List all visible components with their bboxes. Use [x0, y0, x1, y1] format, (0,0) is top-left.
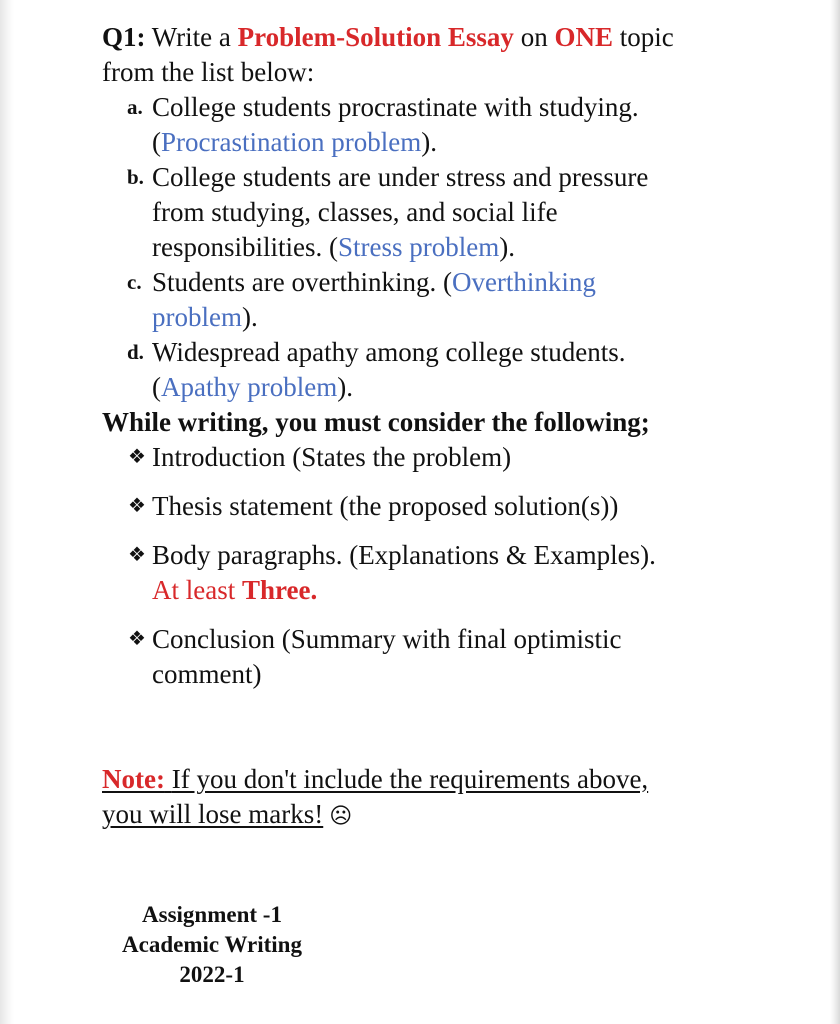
topic-letter: d.: [127, 340, 144, 364]
note-block: [102, 762, 792, 834]
question-label: Q1:: [102, 22, 146, 52]
question-intro-2: on: [520, 22, 548, 52]
paren-close: ).: [337, 372, 353, 402]
note-label: Note:: [102, 764, 165, 794]
paren-close: ).: [241, 302, 258, 332]
diamond-bullet-icon: ❖: [128, 446, 146, 468]
note-text: you will lose marks!: [102, 799, 324, 829]
note-text: If you don't include the requirements above,: [171, 764, 649, 794]
topic-text: responsibilities. (: [152, 232, 338, 262]
topic-list: [102, 90, 792, 405]
topic-tag: Stress problem: [337, 232, 500, 262]
requirement-thesis: [102, 489, 792, 524]
question-intro-1: Write a: [151, 22, 231, 52]
page-edge-right: [830, 0, 840, 1024]
sad-face-icon: ☹: [329, 804, 353, 829]
topic-text: College students are under stress and pressure: [152, 162, 649, 192]
requirement-text: comment): [152, 659, 262, 689]
consider-heading: While writing, you must consider the following;: [102, 407, 650, 437]
topic-letter: b.: [127, 165, 144, 189]
requirement-body: [102, 538, 792, 608]
essay-type: Problem-Solution Essay: [237, 22, 514, 52]
topic-item-b: [102, 160, 792, 265]
paren-close: ).: [421, 127, 437, 157]
topic-item-c: [102, 265, 792, 335]
requirement-introduction: [102, 440, 792, 475]
topic-text: Widespread apathy among college students.: [152, 337, 626, 367]
requirement-text: Body paragraphs. (Explanations & Examples).: [152, 540, 656, 570]
topic-tag: problem: [152, 302, 242, 332]
topic-text: Students are overthinking. (: [152, 267, 452, 297]
at-least-label: At least: [152, 575, 236, 605]
requirements-list: [102, 440, 792, 692]
page-edge-left: [0, 0, 14, 1024]
requirement-text: Conclusion (Summary with final optimistic: [152, 624, 622, 654]
requirement-text: Thesis statement (the proposed solution(s)): [152, 491, 619, 521]
question-intro-line2: from the list below:: [102, 57, 315, 87]
topic-letter: c.: [127, 270, 142, 294]
paren-open: (: [152, 372, 161, 402]
diamond-bullet-icon: ❖: [128, 544, 146, 566]
three-label: Three.: [241, 575, 318, 605]
emphasis-one: ONE: [554, 22, 613, 52]
question-intro-3: topic: [619, 22, 674, 52]
topic-tag: Procrastination problem: [161, 127, 422, 157]
topic-tag: Overthinking: [451, 267, 596, 297]
topic-text: from studying, classes, and social life: [152, 197, 558, 227]
topic-item-a: [102, 90, 792, 160]
paren-close: ).: [499, 232, 515, 262]
topic-letter: a.: [127, 95, 143, 119]
topic-text: College students procrastinate with studying.: [152, 92, 639, 122]
assignment-footer: [102, 900, 322, 990]
paren-open: (: [152, 127, 161, 157]
diamond-bullet-icon: ❖: [128, 628, 146, 650]
diamond-bullet-icon: ❖: [128, 495, 146, 517]
requirement-text: Introduction (States the problem): [152, 442, 512, 472]
footer-term: 2022-1: [179, 962, 245, 987]
topic-item-d: [102, 335, 792, 405]
footer-assignment: Assignment -1: [142, 902, 282, 927]
requirement-conclusion: [102, 622, 792, 692]
footer-course: Academic Writing: [122, 932, 302, 957]
topic-tag: Apathy problem: [161, 372, 338, 402]
assignment-document: [102, 20, 792, 834]
question-heading: [102, 20, 792, 90]
